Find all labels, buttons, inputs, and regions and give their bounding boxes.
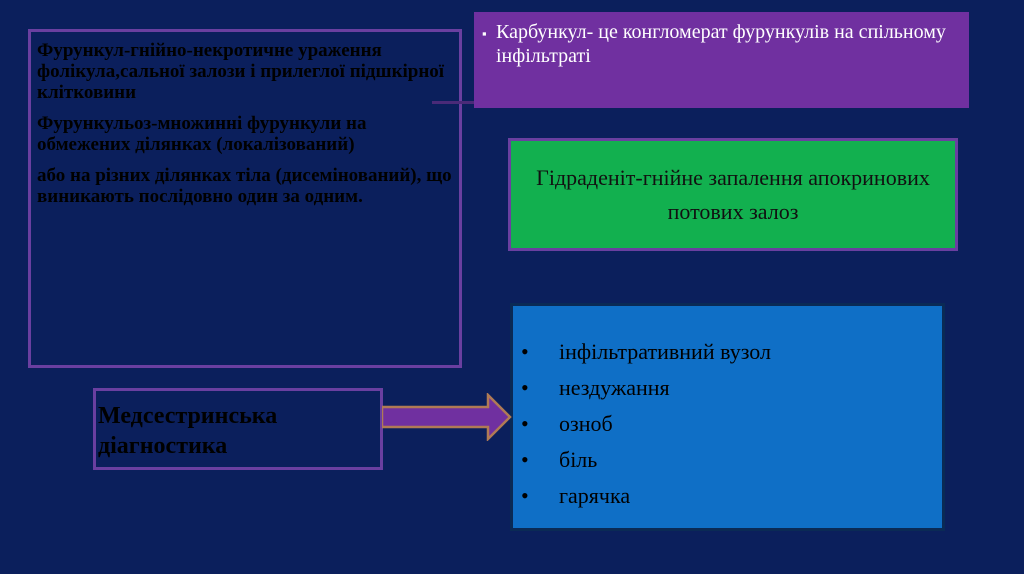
bullet-icon: • — [521, 375, 529, 400]
furuncle-definition: Фурункул-гнійно-некротичне ураження фолікула,сальної залози і прилеглої підшкірної клітковини — [37, 40, 445, 103]
definition-panel — [28, 29, 462, 368]
furunculosis-disseminated: або на різних ділянках тіла (дисемінований), що виникають послідовно один за одним. — [37, 165, 452, 207]
bullet-icon: • — [521, 447, 529, 472]
list-item — [521, 370, 942, 406]
bullet-icon: • — [521, 483, 529, 508]
symptom-text: біль — [559, 447, 598, 472]
hidradenitis-panel — [508, 138, 958, 251]
list-item — [521, 334, 942, 370]
bullet-icon: • — [521, 411, 529, 436]
connector-line — [432, 101, 476, 104]
diagnostics-text: Медсестринська діагностика — [98, 403, 278, 459]
nursing-diagnostics-panel — [93, 388, 383, 470]
list-item — [521, 478, 942, 514]
carbuncle-panel — [474, 12, 969, 108]
square-bullet-icon: ▪ — [482, 26, 487, 41]
symptom-text: нездужання — [559, 375, 670, 400]
list-item — [521, 406, 942, 442]
symptom-text: гарячка — [559, 483, 631, 508]
list-item — [521, 442, 942, 478]
arrow-right-icon — [382, 393, 512, 441]
carbuncle-text: Карбункул- це конгломерат фурункулів на спільному інфільтраті — [496, 21, 946, 67]
symptoms-panel — [510, 303, 945, 531]
hidradenitis-text: Гідраденіт-гнійне запалення апокринових потових залоз — [536, 164, 930, 224]
symptom-text: озноб — [559, 411, 613, 436]
symptoms-list — [521, 334, 942, 514]
bullet-icon: • — [521, 339, 529, 364]
furunculosis-definition: Фурункульоз-множинні фурункули на обмежених ділянках (локалізований) — [37, 113, 367, 155]
symptom-text: інфільтративний вузол — [559, 339, 771, 364]
